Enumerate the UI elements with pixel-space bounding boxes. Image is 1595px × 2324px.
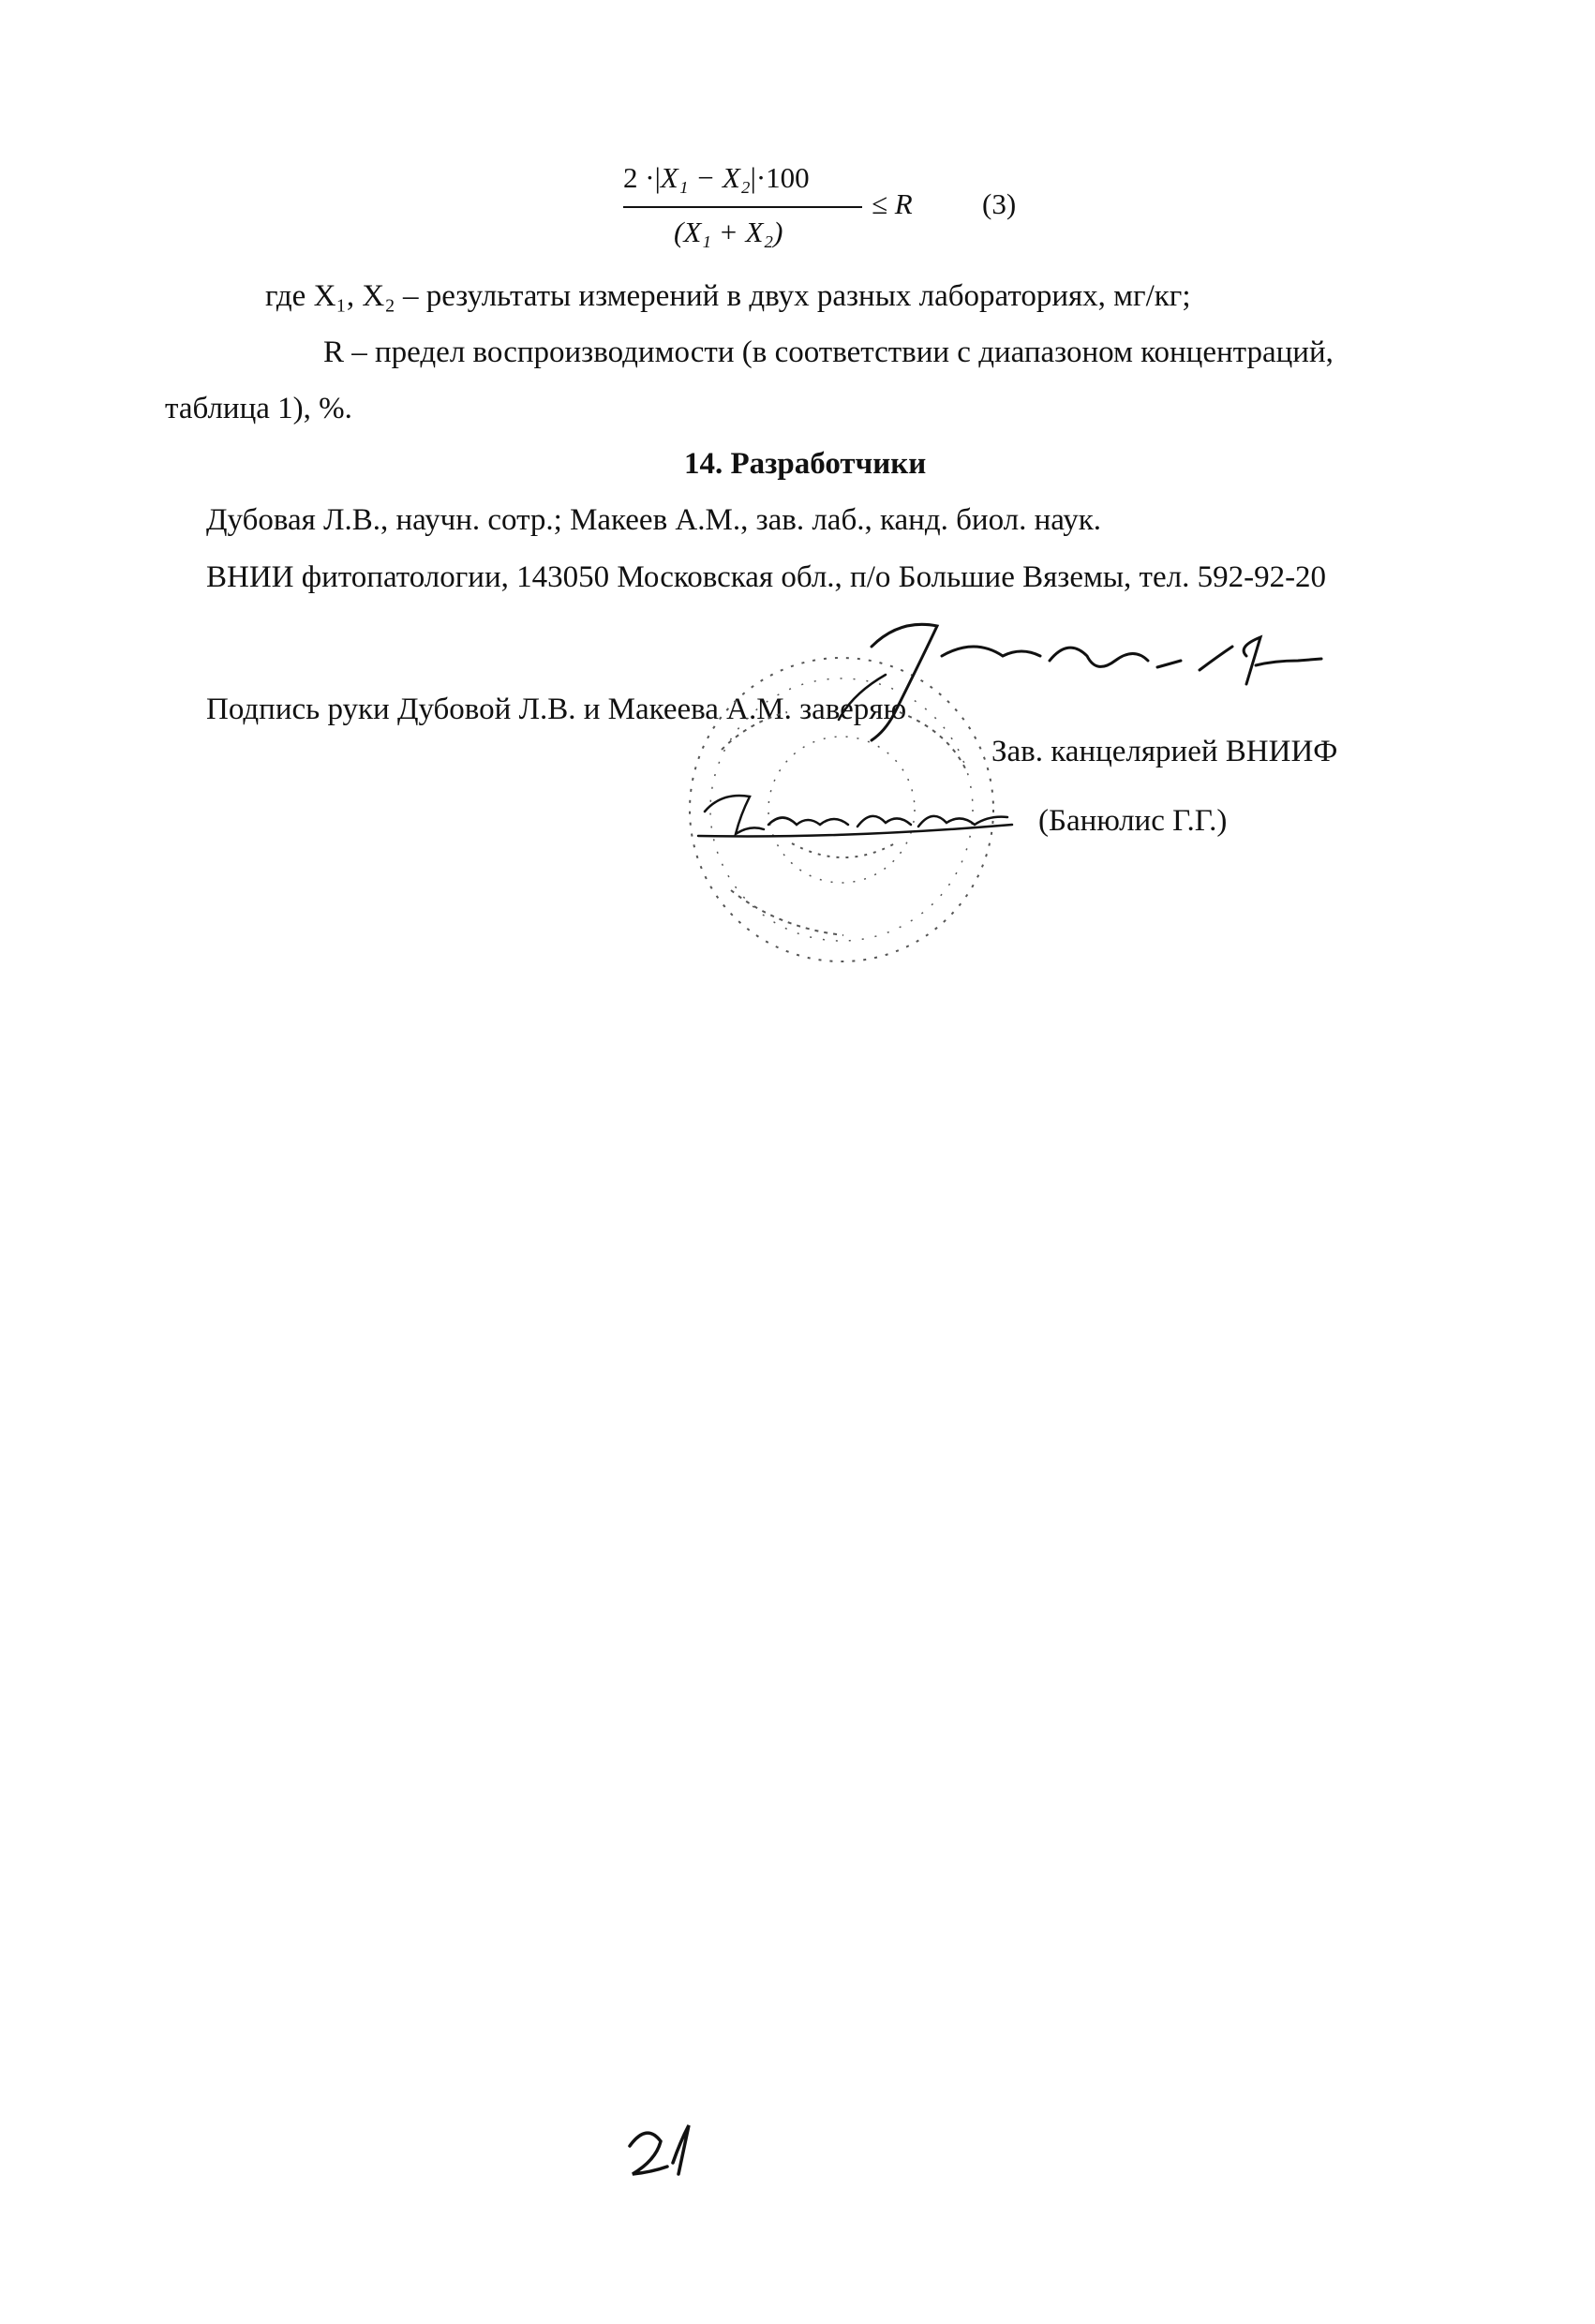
certifier-signature	[698, 796, 1012, 836]
certifier-name: (Банюлис Г.Г.)	[1038, 804, 1228, 838]
formula-abs-expression: X₁ − X₂	[660, 161, 751, 194]
section-heading: 14. Разработчики	[684, 447, 927, 481]
formula-denominator: (X₁ + X₂)	[674, 216, 783, 248]
developer-signature	[839, 624, 1321, 740]
authors-line: Дубовая Л.В., научн. сотр.; Макеев А.М., зав. лаб., канд. биол. наук.	[206, 503, 1102, 537]
definition-r: R – предел воспроизводимости (в соответствии с диапазоном концентраций,	[323, 335, 1334, 369]
certification-statement: Подпись руки Дубовой Л.В. и Макеева А.М. заверяю	[206, 693, 907, 726]
definition-r-continued: таблица 1), %.	[165, 392, 352, 425]
institute-line: ВНИИ фитопатологии, 143050 Московская обл., п/о Большие Вяземы, тел. 592-92-20	[206, 560, 1327, 594]
page-number-text: 21	[0, 0, 1, 1]
formula-relation: ≤ R	[872, 187, 913, 220]
certifier-position: Зав. канцелярией ВНИИФ	[991, 735, 1338, 768]
equation-number: (3)	[982, 187, 1017, 220]
round-stamp	[690, 658, 993, 961]
formula-coefficient: 2	[623, 161, 638, 194]
definition-x1-x2: где X₁, X₂ – результаты измерений в двух разных лабораториях, мг/кг;	[265, 279, 1191, 313]
formula-numerator: 2 ·|X₁ − X₂|·100	[623, 161, 810, 194]
formula-factor: 100	[766, 161, 810, 194]
handwritten-page-number	[630, 2125, 689, 2174]
